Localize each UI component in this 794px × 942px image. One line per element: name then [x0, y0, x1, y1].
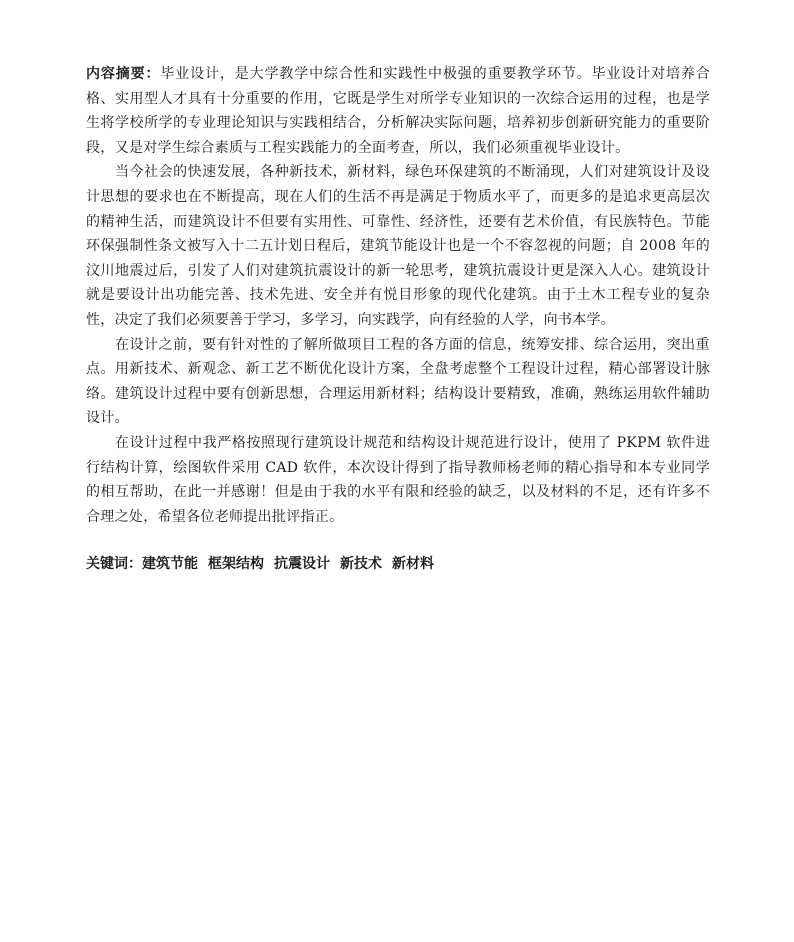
keyword-item: 框架结构: [208, 556, 264, 573]
abstract-text-1: 毕业设计，是大学教学中综合性和实践性中极强的重要教学环节。毕业设计对培养合格、实用型人才具有十分重要的作用，它既是学生对所学专业知识的一次综合运用的过程，也是学生将学校所学的专业理论知识与实践相结合，分析解决实际问题，培养初步创新研究能力的重要阶段，又是对学生综合素质与工程实践能力的全面考查，所以，我们必须重视毕业设计。: [86, 66, 710, 156]
keywords-label: 关键词：: [86, 556, 142, 573]
abstract-paragraph-4: 在设计过程中我严格按照现行建筑设计规范和结构设计规范进行设计，使用了 PKPM 软件进行结构计算，绘图软件采用 CAD 软件，本次设计得到了指导教师杨老师的精心指导和本专业同学的相互帮助，在此一并感谢！但是由于我的水平有限和经验的缺乏，以及材料的不足，还有许多不合理之处，希望各位老师提出批评指正。: [86, 434, 710, 525]
keyword-item: 新技术: [340, 556, 382, 573]
keyword-item: 建筑节能: [142, 556, 198, 573]
abstract-paragraph-3: 在设计之前，要有针对性的了解所做项目工程的各方面的信息，统筹安排、综合运用，突出重点。用新技术、新观念、新工艺不断优化设计方案，全盘考虑整个工程设计过程，精心部署设计脉络。建筑设计过程中要有创新思想，合理运用新材料；结构设计要精致，准确，熟练运用软件辅助设计。: [86, 336, 710, 427]
document-page: [86, 62, 710, 576]
abstract-paragraph-1: [86, 62, 710, 160]
abstract-label: 内容摘要：: [86, 66, 161, 82]
keyword-item: 新材料: [392, 556, 434, 573]
keyword-item: 抗震设计: [274, 556, 330, 573]
abstract-paragraph-2: 当今社会的快速发展，各种新技术，新材料，绿色环保建筑的不断涌现，人们对建筑设计及设计思想的要求也在不断提高，现在人们的生活不再是满足于物质水平了，而更多的是追求更高层次的精神生活，而建筑设计不但要有实用性、可靠性、经济性，还要有艺术价值，有民族特色。节能环保强制性条文被写入十二五计划日程后，建筑节能设计也是一个不容忽视的问题；自 2008 年的汶川地震过后，引发了人们对建筑抗震设计的新一轮思考，建筑抗震设计更是深入人心。建筑设计就是要设计出功能完善、技术先进、安全并有悦目形象的现代化建筑。由于土木工程专业的复杂性，决定了我们必须要善于学习，多学习，向实践学，向有经验的人学，向书本学。: [86, 164, 710, 328]
keywords-line: [86, 552, 710, 576]
